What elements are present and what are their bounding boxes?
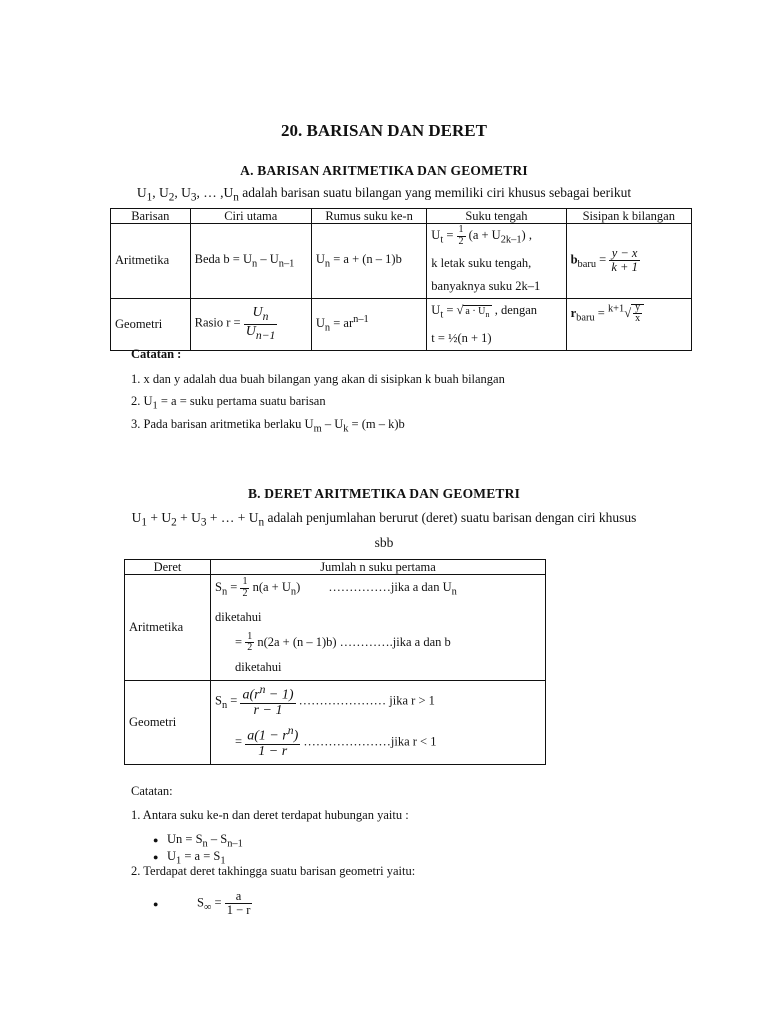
table-row	[125, 575, 546, 681]
col-suku-tengah: Suku tengah	[427, 209, 566, 224]
catatan-a-item-2: 2. $U_1 = a$ = suku pertama suatu barisan	[131, 394, 326, 412]
table-row	[111, 224, 692, 299]
tengah-formula: $U_t$ = $\frac{1}{2}$ $(a + U_{2k-1})$ ,	[431, 224, 532, 247]
table-deret	[124, 559, 546, 765]
catatan-a-label: Catatan :	[131, 347, 182, 361]
tengah-formula: $U_t$ = √ $a \cdot U_n$ , dengan	[431, 303, 538, 321]
col-jumlah: Jumlah n suku pertama	[211, 560, 546, 575]
col-ciri-utama: Ciri utama	[190, 209, 311, 224]
bullet-icon: ●	[153, 852, 159, 862]
formula-sn-geo-alt: = $\frac{a(1 - r^n)}{1 - r}$ …………………jika r < 1	[235, 724, 437, 760]
formula-sn-geo: $S_n$ = $\frac{a(r^n - 1)}{r - 1}$ ………………… jika r > 1	[215, 682, 435, 719]
table-row	[111, 298, 692, 350]
list-item: ● $S_\infty$ = $\frac{a}{1 - r}$	[153, 889, 251, 918]
col-deret: Deret	[125, 560, 211, 575]
section-a-heading: A. BARISAN ARITMETIKA DAN GEOMETRI	[240, 163, 528, 178]
catatan-b-label: Catatan:	[131, 784, 173, 798]
formula-sn-alt: = $\frac{1}{2}$ n(2a + (n – 1)b) ………….jika a dan b	[235, 630, 451, 654]
table-barisan	[110, 208, 692, 351]
table-header-row	[111, 209, 692, 224]
table-row	[125, 680, 546, 764]
col-sisipan: Sisipan k bilangan	[566, 209, 691, 224]
ciri-aritmetika: Beda $b = U_n - U_{n-1}$	[190, 224, 311, 299]
formula-sn-alt-cont: diketahui	[235, 659, 282, 674]
rumus-geometri: $U_n = ar^{n-1}$	[311, 298, 426, 350]
tengah-line-2: t = ½(n + 1)	[431, 330, 492, 345]
list-item: ● $U_1 = a = S_1$	[153, 849, 226, 867]
row-name-geometri: Geometri	[111, 298, 191, 350]
page-title: 20. BARISAN DAN DERET	[281, 121, 487, 140]
tengah-aritmetika	[427, 224, 566, 299]
catatan-b-item-2: 2. Terdapat deret takhingga suatu barisan geometri yaitu:	[131, 864, 416, 878]
section-b-intro-cont: sbb	[374, 535, 394, 550]
sisipan-geometri: $r_{baru} = ^{k+1}√$ $\frac{y}{x}$	[566, 298, 691, 350]
catatan-b-item-1: 1. Antara suku ke-n dan deret terdapat hubungan yaitu :	[131, 808, 409, 822]
catatan-a-item-1: 1. x dan y adalah dua buah bilangan yang akan di sisipkan k buah bilangan	[131, 372, 505, 386]
row-name-aritmetika: Aritmetika	[111, 224, 191, 299]
bullet-icon: ●	[153, 898, 159, 909]
tengah-line-2: k letak suku tengah,	[431, 255, 532, 270]
table-header-row	[125, 560, 546, 575]
section-b-heading: B. DERET ARITMETIKA DAN GEOMETRI	[247, 486, 521, 501]
formula-sn: $S_n$ = $\frac{1}{2}$ $n(a + U_n)$ ……………jika a dan $U_n$	[215, 576, 457, 599]
section-b-intro: $U_1 + U_2 + U_3$ + … + $U_n$ adalah penjumlahan berurut (deret) suatu barisan dengan ciri khusus	[131, 510, 637, 529]
jumlah-aritmetika	[211, 575, 546, 681]
tengah-line-3: banyaknya suku 2k–1	[431, 278, 541, 293]
row-name-geometri: Geometri	[125, 680, 211, 764]
jumlah-geometri	[211, 680, 546, 764]
row-name-aritmetika: Aritmetika	[125, 575, 211, 681]
list-item: ● $Un = S_n - S_{n-1}$	[153, 832, 243, 850]
formula-sn-cont: diketahui	[215, 609, 262, 624]
col-barisan: Barisan	[111, 209, 191, 224]
ciri-geometri: Rasio r = $\frac{U_n}{U_{n-1}}$	[190, 298, 311, 350]
tengah-geometri	[427, 298, 566, 350]
sisipan-aritmetika: $b_{baru}$ = $\frac{y - x}{k + 1}$	[566, 224, 691, 299]
bullet-icon: ●	[153, 835, 159, 845]
col-rumus: Rumus suku ke-n	[311, 209, 426, 224]
section-a-intro: $U_1$, $U_2$, $U_3$, … $,U_n$ adalah barisan suatu bilangan yang memiliki ciri khusus sebagai berikut	[136, 185, 632, 204]
rumus-aritmetika: $U_n = a + (n - 1)b$	[311, 224, 426, 299]
catatan-a-item-3: 3. Pada barisan aritmetika berlaku $U_m - U_k = (m - k)b$	[131, 417, 405, 435]
